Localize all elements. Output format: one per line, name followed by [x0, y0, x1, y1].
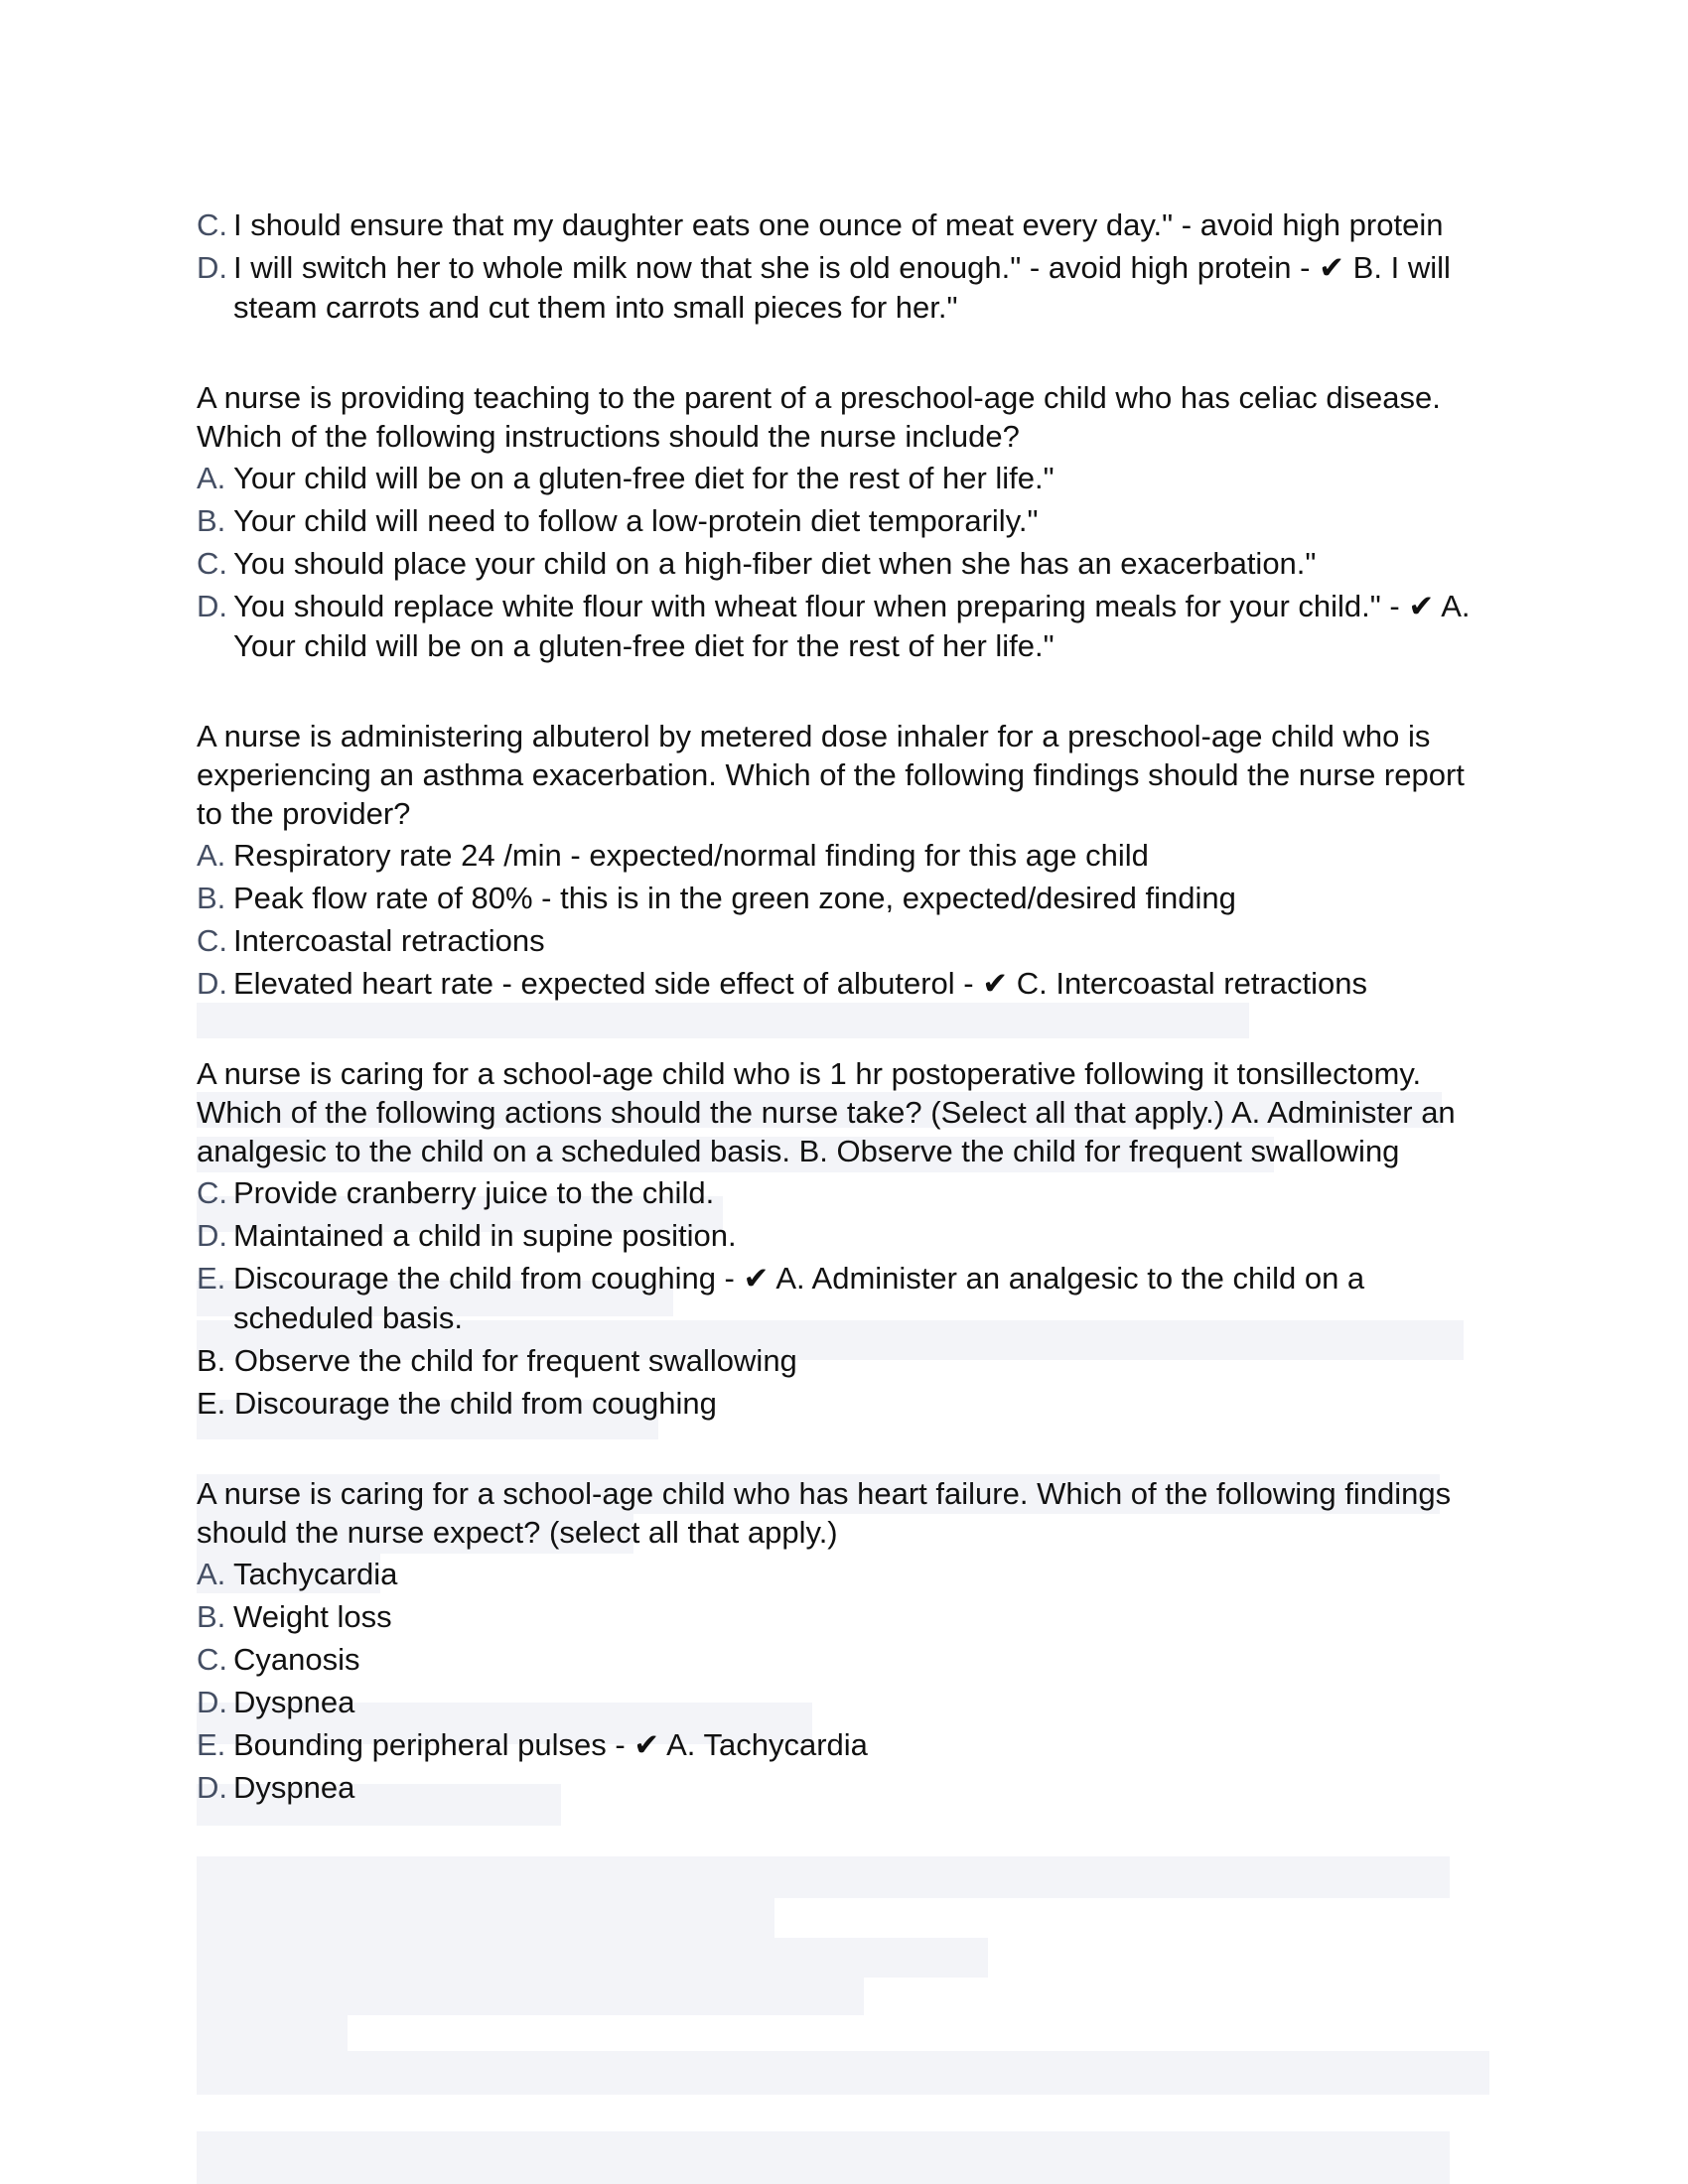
answer-option: [197, 1173, 1487, 1213]
redaction-bar: [197, 1978, 864, 2015]
question-text: A nurse is administering albuterol by metered dose inhaler for a preschool-age child who is experiencing an asthma exacerbation. Which of the following findings should the nurse report to the provider?: [197, 719, 1465, 831]
option-text: Dyspnea: [233, 1770, 355, 1805]
option-letter: B.: [197, 1599, 226, 1634]
question-block: [197, 1054, 1487, 1424]
option-letter: B.: [197, 503, 226, 538]
option-text: I will switch her to whole milk now that she is old enough." - avoid high protein - ✔ B. I will steam carrots and cut them into small pieces for her.": [233, 250, 1451, 325]
option-letter: C.: [197, 546, 227, 581]
question-block: [197, 717, 1487, 1004]
redaction-bar: [197, 1938, 988, 1978]
option-text: I should ensure that my daughter eats one ounce of meat every day." - avoid high protein: [233, 207, 1444, 242]
answer-option: [197, 1725, 1487, 1765]
option-text: Dyspnea: [233, 1685, 355, 1719]
option-text: Maintained a child in supine position.: [233, 1218, 737, 1253]
option-letter: C.: [197, 207, 227, 242]
option-text: Peak flow rate of 80% - this is in the green zone, expected/desired finding: [233, 881, 1236, 915]
option-letter: D.: [197, 1218, 227, 1253]
option-letter: A.: [197, 1557, 226, 1591]
option-text: Provide cranberry juice to the child.: [233, 1175, 715, 1210]
answer-option: [197, 1259, 1487, 1338]
redaction-bar: [197, 2131, 1450, 2184]
option-text: You should place your child on a high-fiber diet when she has an exacerbation.": [233, 546, 1317, 581]
question-text: A nurse is caring for a school-age child who has heart failure. Which of the following findings should the nurse expect? (select all that apply.): [197, 1476, 1452, 1550]
option-text: Bounding peripheral pulses - ✔ A. Tachycardia: [233, 1727, 868, 1762]
option-text: Tachycardia: [233, 1557, 398, 1591]
answer-option: [197, 1216, 1487, 1256]
option-letter: E.: [197, 1261, 226, 1296]
question-block: [197, 378, 1487, 666]
document-body: [197, 203, 1487, 1811]
option-letter: D.: [197, 1770, 227, 1805]
option-text: Intercoastal retractions: [233, 923, 545, 958]
answer-option: [197, 587, 1487, 666]
option-letter: E.: [197, 1727, 226, 1762]
answer-option: [197, 459, 1487, 498]
answer-line: E. Discourage the child from coughing: [197, 1386, 717, 1421]
option-letter: C.: [197, 1175, 227, 1210]
answer-option: [197, 1640, 1487, 1680]
answer-option: [197, 1597, 1487, 1637]
option-text: Discourage the child from coughing - ✔ A. Administer an analgesic to the child on a scheduled basis.: [233, 1261, 1365, 1335]
question-text: A nurse is caring for a school-age child who is 1 hr postoperative following it tonsillectomy. Which of the following actions should the nurse take? (Select all that apply.) A. Administer an analgesic to the child on a scheduled basis. B. Observe the child for frequent swallowing: [197, 1056, 1456, 1168]
answer-option: [197, 964, 1487, 1004]
answer-option: [197, 544, 1487, 584]
answer-option: [197, 205, 1487, 245]
redaction-bar: [197, 1898, 774, 1938]
option-letter: C.: [197, 1642, 227, 1677]
redaction-bar: [197, 2015, 348, 2051]
redaction-bar: [197, 2051, 1489, 2095]
option-letter: B.: [197, 881, 226, 915]
option-text: Your child will be on a gluten-free diet for the rest of her life.": [233, 461, 1055, 495]
answer-option: [197, 1683, 1487, 1722]
option-letter: D.: [197, 1685, 227, 1719]
option-text: Cyanosis: [233, 1642, 360, 1677]
option-text: You should replace white flour with wheat flour when preparing meals for your child." - ✔ A. Your child will be on a gluten-free diet for the rest of her life.": [233, 589, 1471, 663]
answer-option: [197, 248, 1487, 328]
question-block: [197, 1474, 1487, 1808]
option-text: Respiratory rate 24 /min - expected/normal finding for this age child: [233, 838, 1149, 873]
answer-option: [197, 501, 1487, 541]
question-block: [197, 205, 1487, 328]
option-text: Weight loss: [233, 1599, 392, 1634]
answer-option: [197, 1555, 1487, 1594]
option-letter: A.: [197, 838, 226, 873]
option-letter: D.: [197, 250, 227, 285]
answer-line: B. Observe the child for frequent swallowing: [197, 1343, 797, 1378]
option-letter: D.: [197, 966, 227, 1001]
question-text: A nurse is providing teaching to the parent of a preschool-age child who has celiac disease. Which of the following instructions should the nurse include?: [197, 380, 1441, 454]
option-letter: C.: [197, 923, 227, 958]
option-letter: D.: [197, 589, 227, 623]
option-letter: A.: [197, 461, 226, 495]
answer-option: [197, 836, 1487, 876]
redaction-bar: [197, 1856, 1450, 1898]
option-text: Elevated heart rate - expected side effect of albuterol - ✔ C. Intercoastal retractions: [233, 966, 1367, 1001]
option-text: Your child will need to follow a low-protein diet temporarily.": [233, 503, 1039, 538]
answer-option: [197, 879, 1487, 918]
answer-option: [197, 1768, 1487, 1808]
answer-option: [197, 921, 1487, 961]
